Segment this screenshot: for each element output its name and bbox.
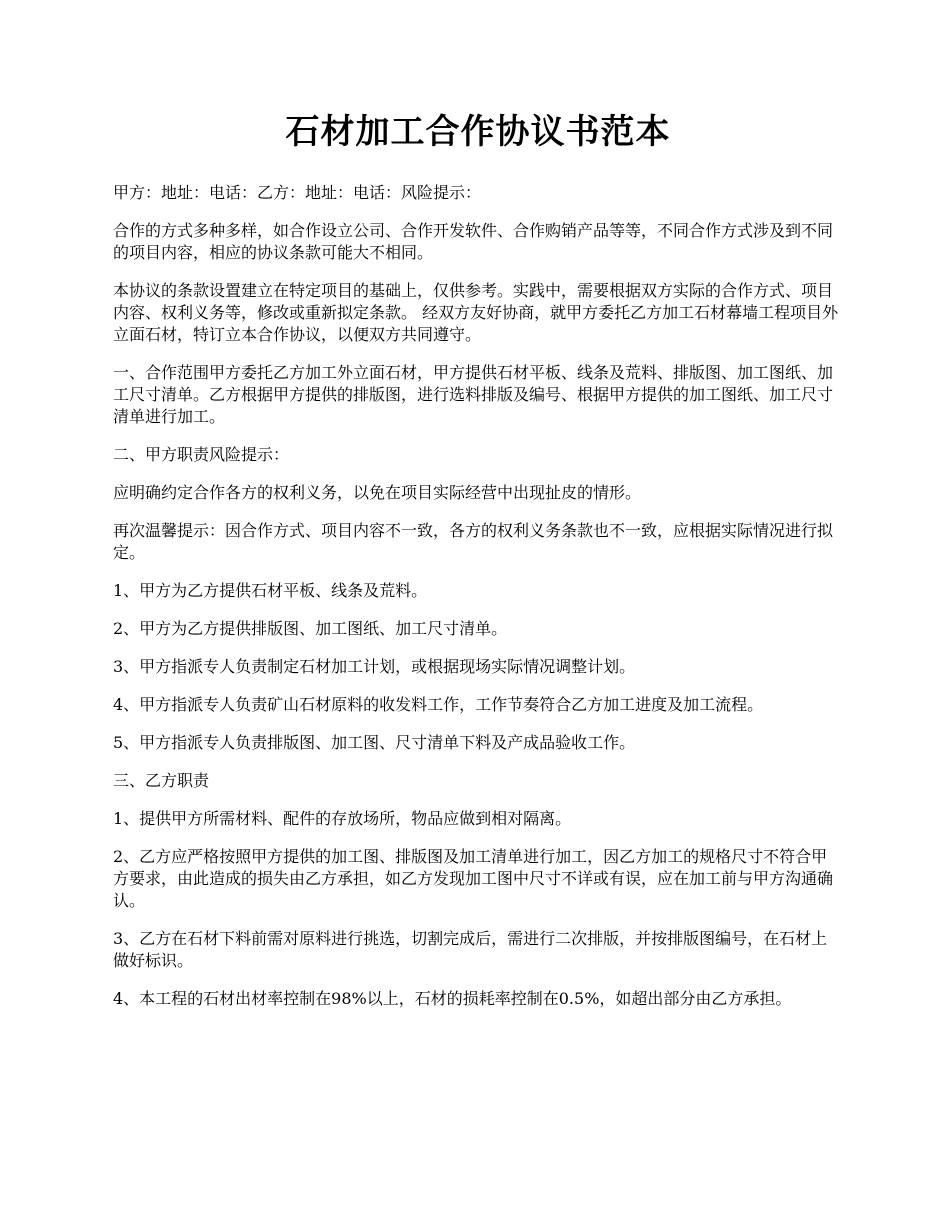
- intro-paragraph: 合作的方式多种多样，如合作设立公司、合作开发软件、合作购销产品等等，不同合作方式涉及到不同的项目内容，相应的协议条款可能大不相同。: [113, 221, 834, 263]
- clause-item: 3、甲方指派专人负责制定石材加工计划，或根据现场实际情况调整计划。: [113, 657, 636, 677]
- clause-item: 4、本工程的石材出材率控制在98%以上，石材的损耗率控制在0.5%，如超出部分由乙方承担。: [113, 989, 792, 1009]
- document-page: [113, 110, 843, 1026]
- section-heading-party-a: 二、甲方职责风险提示：: [113, 445, 290, 465]
- clause-item: 2、甲方为乙方提供排版图、加工图纸、加工尺寸清单。: [113, 619, 508, 639]
- section-cooperation-scope: 一、合作范围甲方委托乙方加工外立面石材，甲方提供石材平板、线条及荒料、排版图、加工图纸、加工尺寸清单。乙方根据甲方提供的排版图，进行选料排版及编号、根据甲方提供的加工图纸、加工尺寸清单进行加工。: [113, 363, 834, 427]
- clause-item: 3、乙方在石材下料前需对原料进行挑选，切割完成后，需进行二次排版，并按排版图编号，在石材上做好标识。: [113, 929, 828, 971]
- intro-paragraph: 本协议的条款设置建立在特定项目的基础上，仅供参考。实践中，需要根据双方实际的合作方式、项目内容、权利义务等，修改或重新拟定条款。 经双方友好协商，就甲方委托乙方加工石材幕墙工程项目外立面石材，特订立本合作协议，以便双方共同遵守。: [113, 281, 839, 345]
- risk-note: 再次温馨提示：因合作方式、项目内容不一致，各方的权利义务条款也不一致，应根据实际情况进行拟定。: [113, 521, 834, 563]
- section-heading-party-b: 三、乙方职责: [113, 771, 210, 791]
- clause-item: 2、乙方应严格按照甲方提供的加工图、排版图及加工清单进行加工，因乙方加工的规格尺寸不符合甲方要求，由此造成的损失由乙方承担，如乙方发现加工图中尺寸不详或有误，应在加工前与甲方沟通确认。: [113, 847, 834, 911]
- document-title: 石材加工合作协议书范本: [285, 112, 671, 152]
- clause-item: 4、甲方指派专人负责矿山石材原料的收发料工作，工作节奏符合乙方加工进度及加工流程。: [113, 695, 764, 715]
- clause-item: 1、甲方为乙方提供石材平板、线条及荒料。: [113, 581, 428, 601]
- clause-item: 5、甲方指派专人负责排版图、加工图、尺寸清单下料及产成品验收工作。: [113, 733, 636, 753]
- risk-note: 应明确约定合作各方的权利义务，以免在项目实际经营中出现扯皮的情形。: [113, 483, 642, 503]
- clause-item: 1、提供甲方所需材料、配件的存放场所，物品应做到相对隔离。: [113, 809, 572, 829]
- party-info-line: 甲方：地址：电话：乙方：地址：电话：风险提示：: [113, 183, 482, 203]
